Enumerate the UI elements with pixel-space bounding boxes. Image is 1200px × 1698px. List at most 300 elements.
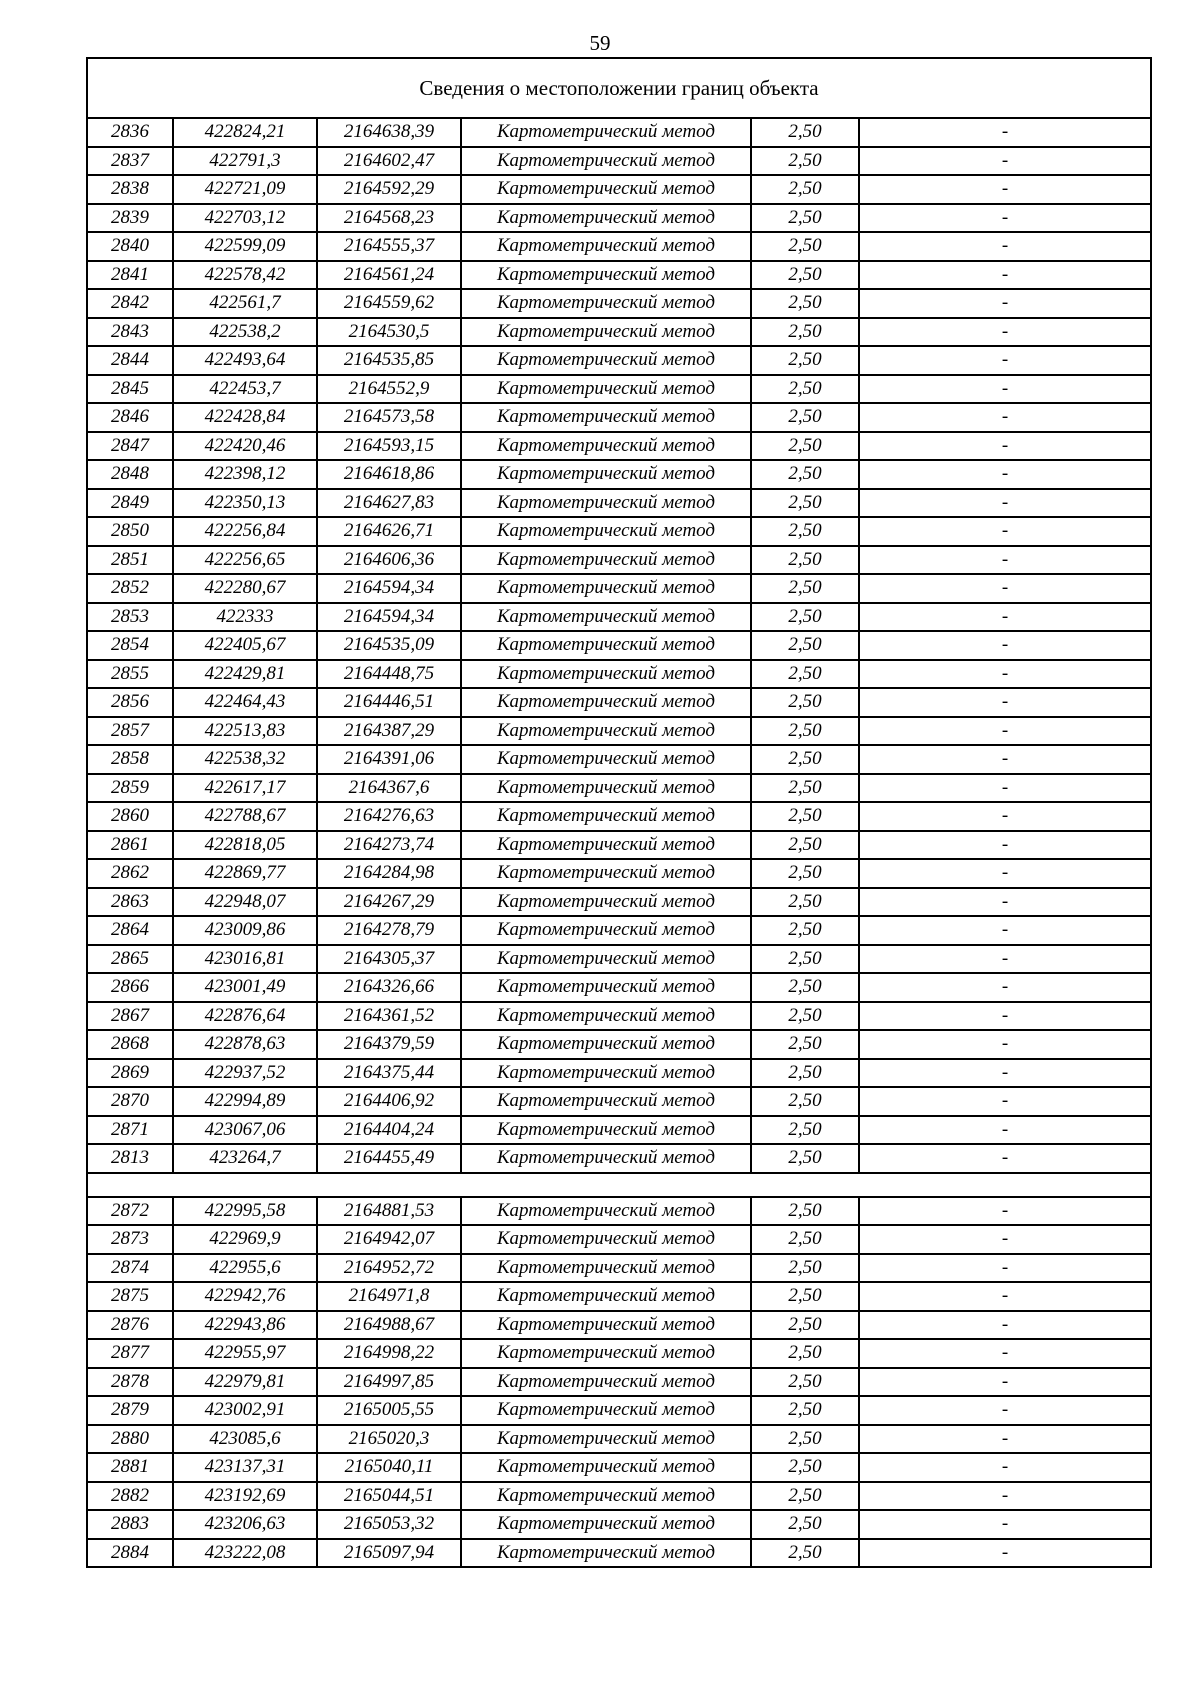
cell-accuracy: 2,50 [751,688,859,717]
table-row [87,204,1151,233]
table-row [87,717,1151,746]
cell-accuracy: 2,50 [751,1059,859,1088]
cell-coord-x: 423137,31 [173,1453,317,1482]
table-row [87,1030,1151,1059]
cell-point-number: 2862 [87,859,173,888]
cell-coord-y: 2164942,07 [317,1225,461,1254]
cell-coord-y: 2164367,6 [317,774,461,803]
table-row [87,403,1151,432]
cell-coord-y: 2164375,44 [317,1059,461,1088]
table-row [87,945,1151,974]
table-row [87,631,1151,660]
cell-accuracy: 2,50 [751,1087,859,1116]
cell-point-number: 2871 [87,1116,173,1145]
cell-coord-x: 422721,09 [173,175,317,204]
cell-point-number: 2867 [87,1002,173,1031]
table-row [87,118,1151,147]
cell-method: Картометрический метод [461,289,751,318]
table-row [87,517,1151,546]
cell-method: Картометрический метод [461,1087,751,1116]
cell-description: - [859,660,1151,689]
cell-method: Картометрический метод [461,1425,751,1454]
cell-coord-y: 2164379,59 [317,1030,461,1059]
cell-point-number: 2870 [87,1087,173,1116]
table-row [87,1453,1151,1482]
cell-coord-x: 422703,12 [173,204,317,233]
cell-accuracy: 2,50 [751,574,859,603]
cell-method: Картометрический метод [461,1339,751,1368]
cell-coord-x: 422955,6 [173,1254,317,1283]
cell-description: - [859,1339,1151,1368]
cell-point-number: 2852 [87,574,173,603]
cell-description: - [859,489,1151,518]
cell-accuracy: 2,50 [751,1225,859,1254]
cell-method: Картометрический метод [461,1116,751,1145]
cell-accuracy: 2,50 [751,945,859,974]
cell-point-number: 2877 [87,1339,173,1368]
cell-point-number: 2876 [87,1311,173,1340]
cell-coord-x: 422405,67 [173,631,317,660]
cell-description: - [859,631,1151,660]
cell-point-number: 2846 [87,403,173,432]
cell-point-number: 2868 [87,1030,173,1059]
cell-description: - [859,118,1151,147]
cell-method: Картометрический метод [461,204,751,233]
table-row [87,1510,1151,1539]
table-row [87,1254,1151,1283]
cell-accuracy: 2,50 [751,660,859,689]
cell-coord-x: 422818,05 [173,831,317,860]
cell-coord-x: 422995,58 [173,1197,317,1226]
cell-coord-y: 2164530,5 [317,318,461,347]
cell-description: - [859,232,1151,261]
cell-coord-x: 422955,97 [173,1339,317,1368]
table-row [87,489,1151,518]
cell-coord-x: 422493,64 [173,346,317,375]
cell-accuracy: 2,50 [751,375,859,404]
cell-point-number: 2854 [87,631,173,660]
cell-coord-x: 422464,43 [173,688,317,717]
cell-description: - [859,1254,1151,1283]
cell-coord-x: 423016,81 [173,945,317,974]
cell-point-number: 2880 [87,1425,173,1454]
table-row [87,774,1151,803]
table-row [87,289,1151,318]
cell-coord-x: 422994,89 [173,1087,317,1116]
cell-description: - [859,375,1151,404]
cell-description: - [859,831,1151,860]
cell-point-number: 2848 [87,460,173,489]
cell-accuracy: 2,50 [751,289,859,318]
cell-accuracy: 2,50 [751,546,859,575]
table-row [87,1339,1151,1368]
cell-method: Картометрический метод [461,318,751,347]
cell-accuracy: 2,50 [751,1368,859,1397]
cell-method: Картометрический метод [461,631,751,660]
table-row [87,973,1151,1002]
table-row [87,1002,1151,1031]
cell-description: - [859,1116,1151,1145]
cell-description: - [859,261,1151,290]
table-title-row [87,58,1151,118]
cell-point-number: 2865 [87,945,173,974]
cell-coord-y: 2164267,29 [317,888,461,917]
cell-coord-y: 2164305,37 [317,945,461,974]
cell-method: Картометрический метод [461,1059,751,1088]
table-row [87,1059,1151,1088]
cell-coord-y: 2164881,53 [317,1197,461,1226]
cell-coord-y: 2164391,06 [317,745,461,774]
cell-point-number: 2842 [87,289,173,318]
cell-point-number: 2839 [87,204,173,233]
cell-coord-y: 2164404,24 [317,1116,461,1145]
cell-description: - [859,945,1151,974]
cell-accuracy: 2,50 [751,973,859,1002]
cell-coord-y: 2164626,71 [317,517,461,546]
cell-accuracy: 2,50 [751,1030,859,1059]
table-row [87,1425,1151,1454]
cell-method: Картометрический метод [461,460,751,489]
cell-method: Картометрический метод [461,1368,751,1397]
cell-point-number: 2844 [87,346,173,375]
cell-point-number: 2864 [87,916,173,945]
table-row [87,888,1151,917]
cell-coord-y: 2164561,24 [317,261,461,290]
table-row [87,831,1151,860]
cell-point-number: 2859 [87,774,173,803]
cell-method: Картометрический метод [461,175,751,204]
cell-description: - [859,973,1151,1002]
cell-description: - [859,147,1151,176]
cell-accuracy: 2,50 [751,802,859,831]
cell-accuracy: 2,50 [751,774,859,803]
cell-coord-x: 422428,84 [173,403,317,432]
cell-method: Картометрический метод [461,346,751,375]
cell-coord-x: 422513,83 [173,717,317,746]
cell-accuracy: 2,50 [751,631,859,660]
cell-description: - [859,888,1151,917]
cell-method: Картометрический метод [461,745,751,774]
cell-coord-y: 2164618,86 [317,460,461,489]
cell-coord-y: 2165044,51 [317,1482,461,1511]
cell-coord-y: 2164455,49 [317,1144,461,1173]
cell-point-number: 2851 [87,546,173,575]
cell-method: Картометрический метод [461,603,751,632]
cell-point-number: 2881 [87,1453,173,1482]
cell-accuracy: 2,50 [751,517,859,546]
cell-coord-x: 422398,12 [173,460,317,489]
cell-accuracy: 2,50 [751,745,859,774]
cell-accuracy: 2,50 [751,460,859,489]
table-body [87,58,1151,1567]
cell-point-number: 2856 [87,688,173,717]
cell-method: Картометрический метод [461,517,751,546]
cell-coord-y: 2164971,8 [317,1282,461,1311]
cell-method: Картометрический метод [461,888,751,917]
cell-accuracy: 2,50 [751,261,859,290]
section-separator-cell [87,1173,1151,1197]
cell-coord-x: 422791,3 [173,147,317,176]
cell-accuracy: 2,50 [751,603,859,632]
cell-description: - [859,432,1151,461]
cell-coord-y: 2164326,66 [317,973,461,1002]
cell-description: - [859,1453,1151,1482]
cell-description: - [859,603,1151,632]
cell-description: - [859,688,1151,717]
cell-description: - [859,1059,1151,1088]
cell-method: Картометрический метод [461,1482,751,1511]
cell-coord-y: 2164606,36 [317,546,461,575]
table-row [87,1311,1151,1340]
cell-coord-x: 422878,63 [173,1030,317,1059]
cell-coord-y: 2164555,37 [317,232,461,261]
cell-description: - [859,1197,1151,1226]
cell-coord-x: 423192,69 [173,1482,317,1511]
cell-coord-x: 422256,84 [173,517,317,546]
table-row [87,574,1151,603]
cell-accuracy: 2,50 [751,1002,859,1031]
cell-coord-x: 423009,86 [173,916,317,945]
table-row [87,603,1151,632]
cell-coord-y: 2164594,34 [317,603,461,632]
cell-method: Картометрический метод [461,660,751,689]
cell-method: Картометрический метод [461,1510,751,1539]
cell-point-number: 2850 [87,517,173,546]
cell-method: Картометрический метод [461,1030,751,1059]
cell-description: - [859,346,1151,375]
cell-coord-x: 422937,52 [173,1059,317,1088]
cell-coord-y: 2165020,3 [317,1425,461,1454]
cell-method: Картометрический метод [461,147,751,176]
cell-coord-y: 2164593,15 [317,432,461,461]
cell-coord-y: 2164361,52 [317,1002,461,1031]
cell-description: - [859,774,1151,803]
cell-point-number: 2853 [87,603,173,632]
cell-method: Картометрический метод [461,945,751,974]
cell-description: - [859,546,1151,575]
cell-accuracy: 2,50 [751,318,859,347]
table-row [87,1225,1151,1254]
table-row [87,688,1151,717]
cell-method: Картометрический метод [461,1197,751,1226]
cell-accuracy: 2,50 [751,1425,859,1454]
cell-description: - [859,204,1151,233]
cell-coord-x: 422943,86 [173,1311,317,1340]
cell-description: - [859,175,1151,204]
cell-accuracy: 2,50 [751,1339,859,1368]
table-row [87,546,1151,575]
cell-description: - [859,403,1151,432]
cell-coord-x: 422538,2 [173,318,317,347]
cell-accuracy: 2,50 [751,1144,859,1173]
cell-method: Картометрический метод [461,261,751,290]
cell-coord-x: 422256,65 [173,546,317,575]
cell-point-number: 2861 [87,831,173,860]
cell-point-number: 2813 [87,1144,173,1173]
cell-coord-x: 422617,17 [173,774,317,803]
cell-coord-y: 2165005,55 [317,1396,461,1425]
cell-method: Картометрический метод [461,774,751,803]
cell-accuracy: 2,50 [751,1116,859,1145]
cell-accuracy: 2,50 [751,232,859,261]
cell-method: Картометрический метод [461,717,751,746]
cell-accuracy: 2,50 [751,1396,859,1425]
cell-description: - [859,1030,1151,1059]
cell-coord-x: 422824,21 [173,118,317,147]
cell-coord-x: 423206,63 [173,1510,317,1539]
cell-description: - [859,1368,1151,1397]
cell-description: - [859,745,1151,774]
table-row [87,261,1151,290]
cell-coord-x: 422561,7 [173,289,317,318]
cell-coord-x: 422948,07 [173,888,317,917]
cell-description: - [859,1144,1151,1173]
table-row [87,1482,1151,1511]
cell-point-number: 2869 [87,1059,173,1088]
cell-coord-y: 2164284,98 [317,859,461,888]
cell-point-number: 2873 [87,1225,173,1254]
cell-point-number: 2838 [87,175,173,204]
cell-coord-y: 2164552,9 [317,375,461,404]
cell-coord-y: 2164387,29 [317,717,461,746]
cell-accuracy: 2,50 [751,1510,859,1539]
cell-description: - [859,1425,1151,1454]
table-row [87,745,1151,774]
cell-coord-x: 422350,13 [173,489,317,518]
cell-description: - [859,1510,1151,1539]
cell-coord-y: 2164446,51 [317,688,461,717]
cell-coord-x: 423222,08 [173,1539,317,1568]
cell-accuracy: 2,50 [751,859,859,888]
cell-method: Картометрический метод [461,973,751,1002]
cell-point-number: 2875 [87,1282,173,1311]
cell-coord-x: 422429,81 [173,660,317,689]
table-row [87,660,1151,689]
table-row [87,432,1151,461]
cell-description: - [859,1282,1151,1311]
cell-description: - [859,574,1151,603]
cell-method: Картометрический метод [461,1225,751,1254]
cell-description: - [859,1396,1151,1425]
cell-method: Картометрический метод [461,1396,751,1425]
cell-description: - [859,1087,1151,1116]
cell-coord-y: 2164535,09 [317,631,461,660]
cell-coord-x: 422788,67 [173,802,317,831]
cell-coord-x: 422333 [173,603,317,632]
cell-point-number: 2866 [87,973,173,1002]
cell-accuracy: 2,50 [751,1197,859,1226]
cell-accuracy: 2,50 [751,1539,859,1568]
table-row [87,802,1151,831]
cell-coord-y: 2165053,32 [317,1510,461,1539]
cell-coord-x: 422280,67 [173,574,317,603]
cell-method: Картометрический метод [461,432,751,461]
cell-method: Картометрический метод [461,403,751,432]
cell-coord-y: 2164592,29 [317,175,461,204]
cell-coord-x: 422420,46 [173,432,317,461]
table-row [87,175,1151,204]
cell-accuracy: 2,50 [751,204,859,233]
table-row [87,1368,1151,1397]
cell-point-number: 2884 [87,1539,173,1568]
cell-coord-x: 422979,81 [173,1368,317,1397]
cell-method: Картометрический метод [461,489,751,518]
cell-coord-x: 422876,64 [173,1002,317,1031]
cell-description: - [859,1482,1151,1511]
cell-coord-y: 2164997,85 [317,1368,461,1397]
cell-coord-x: 422578,42 [173,261,317,290]
cell-coord-y: 2164988,67 [317,1311,461,1340]
boundary-coordinates-table [86,57,1152,1568]
cell-coord-x: 423067,06 [173,1116,317,1145]
cell-point-number: 2840 [87,232,173,261]
cell-coord-y: 2164573,58 [317,403,461,432]
cell-description: - [859,460,1151,489]
cell-method: Картометрический метод [461,375,751,404]
cell-point-number: 2836 [87,118,173,147]
table-row [87,1144,1151,1173]
cell-coord-x: 422453,7 [173,375,317,404]
cell-point-number: 2837 [87,147,173,176]
cell-accuracy: 2,50 [751,403,859,432]
cell-description: - [859,1225,1151,1254]
cell-description: - [859,802,1151,831]
cell-accuracy: 2,50 [751,1453,859,1482]
cell-method: Картометрический метод [461,232,751,261]
table-row [87,1116,1151,1145]
cell-coord-y: 2164276,63 [317,802,461,831]
cell-coord-y: 2165040,11 [317,1453,461,1482]
cell-point-number: 2847 [87,432,173,461]
cell-method: Картометрический метод [461,859,751,888]
cell-accuracy: 2,50 [751,147,859,176]
cell-method: Картометрический метод [461,1144,751,1173]
cell-coord-x: 423085,6 [173,1425,317,1454]
cell-coord-x: 423002,91 [173,1396,317,1425]
cell-coord-y: 2164998,22 [317,1339,461,1368]
cell-method: Картометрический метод [461,802,751,831]
cell-description: - [859,916,1151,945]
cell-coord-y: 2164594,34 [317,574,461,603]
table-row [87,232,1151,261]
cell-coord-y: 2164273,74 [317,831,461,860]
cell-description: - [859,289,1151,318]
table-row [87,916,1151,945]
table-row [87,1197,1151,1226]
cell-point-number: 2883 [87,1510,173,1539]
cell-method: Картометрический метод [461,1453,751,1482]
cell-accuracy: 2,50 [751,1482,859,1511]
cell-description: - [859,517,1151,546]
cell-point-number: 2878 [87,1368,173,1397]
cell-point-number: 2863 [87,888,173,917]
cell-coord-x: 423264,7 [173,1144,317,1173]
cell-point-number: 2845 [87,375,173,404]
cell-accuracy: 2,50 [751,489,859,518]
cell-method: Картометрический метод [461,1002,751,1031]
table-row [87,318,1151,347]
table-row [87,346,1151,375]
cell-accuracy: 2,50 [751,118,859,147]
cell-coord-x: 422538,32 [173,745,317,774]
cell-method: Картометрический метод [461,574,751,603]
cell-point-number: 2843 [87,318,173,347]
cell-method: Картометрический метод [461,688,751,717]
cell-method: Картометрический метод [461,1311,751,1340]
cell-coord-y: 2164952,72 [317,1254,461,1283]
table-row [87,1087,1151,1116]
cell-coord-y: 2164568,23 [317,204,461,233]
